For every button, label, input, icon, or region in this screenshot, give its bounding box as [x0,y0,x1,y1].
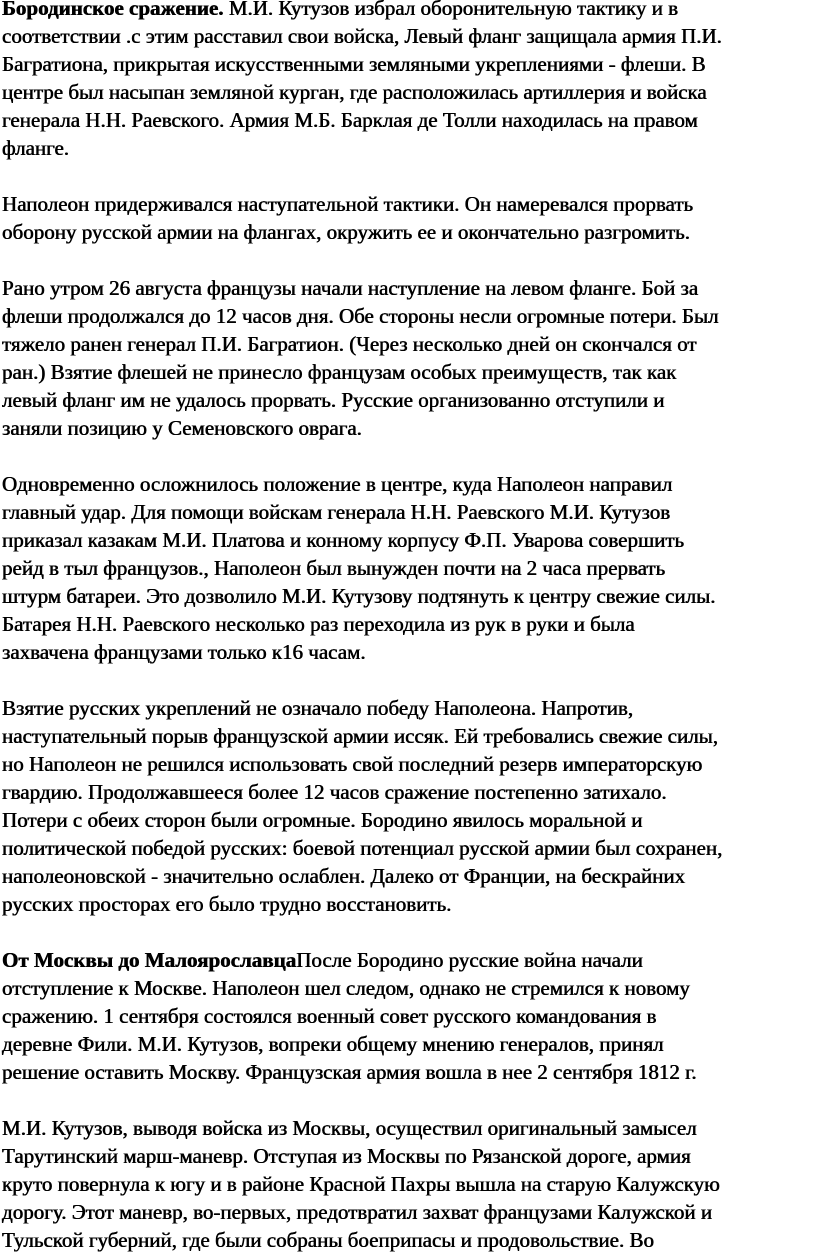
text-line [2,1114,814,1142]
paragraph [2,274,814,442]
text-line [2,610,814,638]
text-line [2,526,814,554]
text-line [2,778,814,806]
text-line [2,806,814,834]
text-line [2,694,814,722]
line-text: Одновременно осложнилось положение в центре, куда Наполеон направил [2,472,673,496]
text-line [2,862,814,890]
line-text: дорогу. Этот маневр, во-первых, предотвратил захват французами Калужской и [2,1200,713,1224]
line-text: деревне Фили. М.И. Кутузов, вопреки общему мнению генералов, принял [2,1032,664,1056]
text-line [2,190,814,218]
text-line [2,358,814,386]
paragraph [2,0,814,162]
line-text: рейд в тыл французов., Наполеон был вынужден почти на 2 часа прервать [2,556,666,580]
text-line [2,134,814,162]
line-text: Рано утром 26 августа французы начали наступление на левом фланге. Бой за [2,276,699,300]
line-text: оборону русской армии на флангах, окружить ее и окончательно разгромить. [2,220,690,244]
text-line [2,470,814,498]
text-line [2,0,814,22]
text-line [2,1142,814,1170]
text-line [2,554,814,582]
text-line [2,330,814,358]
text-line [2,1170,814,1198]
text-line [2,1226,814,1254]
line-text: тяжело ранен генерал П.И. Багратион. (Через несколько дней он скончался от [2,332,697,356]
line-text: политической победой русских: боевой потенциал русской армии был сохранен, [2,836,723,860]
text-line [2,50,814,78]
line-text: соответствии .с этим расставил свои войска, Левый фланг защищала армия П.И. [2,24,722,48]
line-text: штурм батареи. Это дозволило М.И. Кутузову подтянуть к центру свежие силы. [2,584,716,608]
text-line [2,274,814,302]
line-text: наполеоновской - значительно ослаблен. Далеко от Франции, на бескрайних [2,864,686,888]
text-line [2,414,814,442]
line-text: Потери с обеих сторон были огромные. Бородино явилось моральной и [2,808,643,832]
text-line [2,750,814,778]
paragraph [2,470,814,666]
line-text: гвардию. Продолжавшееся более 12 часов сражение постепенно затихало. [2,780,667,804]
line-text: флеши продолжался до 12 часов дня. Обе стороны несли огромные потери. Был [2,304,719,328]
line-text: отступление к Москве. Наполеон шел следом, однако не стремился к новому [2,976,690,1000]
line-text: Тарутинский марш-маневр. Отступая из Москвы по Рязанской дороге, армия [2,1144,691,1168]
text-line [2,638,814,666]
line-text: Наполеон придерживался наступательной тактики. Он намеревался прорвать [2,192,694,216]
line-text: но Наполеон не решился использовать свой последний резерв императорскую [2,752,703,776]
line-text: наступательный порыв французской армии иссяк. Ей требовались свежие силы, [2,724,719,748]
text-line [2,1198,814,1226]
text-line [2,22,814,50]
text-line [2,582,814,610]
text-line [2,834,814,862]
paragraph [2,694,814,918]
line-text: приказал казакам М.И. Платова и конному корпусу Ф.П. Уварова совершить [2,528,685,552]
line-text: После Бородино русские война начали [296,948,643,972]
line-text: М.И. Кутузов, выводя войска из Москвы, осуществил оригинальный замысел [2,1116,697,1140]
paragraph [2,190,814,246]
line-text: левый фланг им не удалось прорвать. Русские организованно отступили и [2,388,665,412]
line-text: захвачена французами только к16 часам. [2,640,366,664]
line-text: центре был насыпан земляной курган, где расположилась артиллерия и войска [2,80,707,104]
line-text: круто повернула к югу и в районе Красной Пахры вышла на старую Калужскую [2,1172,720,1196]
section-heading: Бородинское сражение. [2,0,224,20]
line-text: Тульской губерний, где были собраны боеприпасы и продовольствие. Во [2,1228,654,1252]
line-text: М.И. Кутузов избрал оборонительную тактику и в [223,0,679,20]
text-line [2,78,814,106]
text-line [2,946,814,974]
text-line [2,302,814,330]
line-text: сражению. 1 сентября состоялся военный совет русского командования в [2,1004,657,1028]
text-line [2,218,814,246]
paragraph [2,1114,814,1254]
text-line [2,722,814,750]
text-line [2,1030,814,1058]
section-heading: От Москвы до Малоярославца [2,948,297,972]
text-line [2,386,814,414]
paragraph [2,946,814,1086]
text-line [2,498,814,526]
text-line [2,1002,814,1030]
line-text: главный удар. Для помощи войскам генерала Н.Н. Раевского М.И. Кутузов [2,500,671,524]
line-text: русских просторах его было трудно восстановить. [2,892,452,916]
text-line [2,1058,814,1086]
line-text: заняли позицию у Семеновского оврага. [2,416,362,440]
text-line [2,890,814,918]
line-text: Багратиона, прикрытая искусственными земляными укреплениями - флеши. В [2,52,706,76]
text-line [2,974,814,1002]
line-text: Батарея Н.Н. Раевского несколько раз переходила из рук в руки и была [2,612,635,636]
line-text: генерала Н.Н. Раевского. Армия М.Б. Барклая де Толли находилась на правом [2,108,698,132]
line-text: Взятие русских укреплений не означало победу Наполеона. Напротив, [2,696,634,720]
line-text: ран.) Взятие флешей не принесло французам особых преимуществ, так как [2,360,677,384]
line-text: фланге. [2,136,70,160]
line-text: решение оставить Москву. Французская армия вошла в нее 2 сентября 1812 г. [2,1060,697,1084]
text-line [2,106,814,134]
